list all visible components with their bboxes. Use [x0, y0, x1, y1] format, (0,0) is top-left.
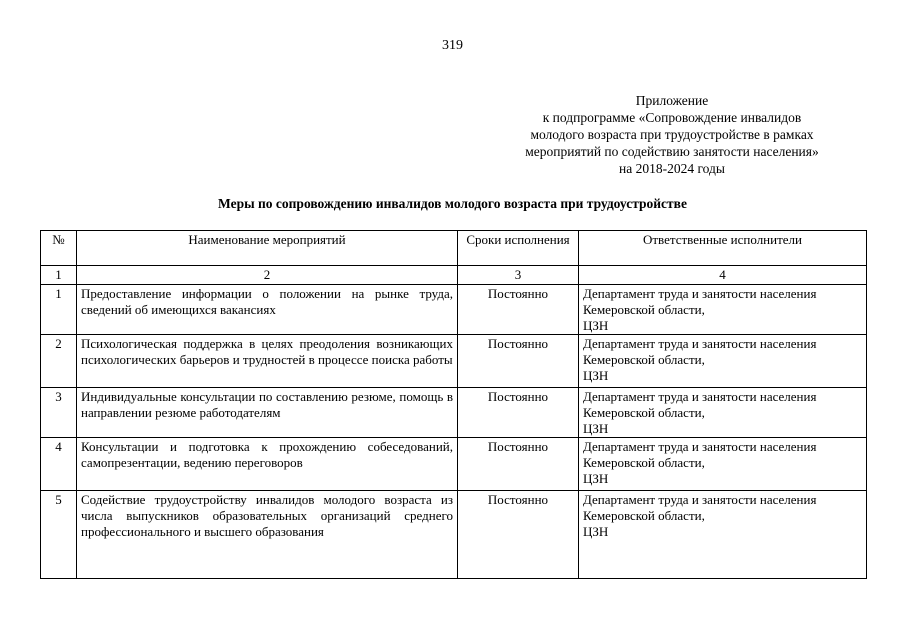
- index-cell: 3: [458, 266, 579, 285]
- measures-table: [40, 230, 867, 579]
- row-num: 3: [41, 388, 77, 438]
- index-cell: 4: [579, 266, 867, 285]
- table-index-row: [41, 266, 867, 285]
- responsible-line: Кемеровской области,: [583, 302, 705, 317]
- table-row: [41, 388, 867, 438]
- responsible-line: Департамент труда и занятости населения: [583, 492, 817, 507]
- responsible-line: Кемеровской области,: [583, 508, 705, 523]
- table-row: [41, 438, 867, 491]
- responsible-line: Департамент труда и занятости населения: [583, 286, 817, 301]
- appendix-line: молодого возраста при трудоустройстве в рамках: [530, 127, 814, 142]
- appendix-line: Приложение: [635, 93, 709, 108]
- appendix-line: к подпрограмме «Сопровождение инвалидов: [542, 110, 802, 125]
- row-responsible: [579, 285, 867, 335]
- table-row: [41, 335, 867, 388]
- responsible-line: ЦЗН: [583, 471, 609, 486]
- responsible-line: ЦЗН: [583, 318, 609, 333]
- index-cell: 2: [77, 266, 458, 285]
- responsible-line: ЦЗН: [583, 524, 609, 539]
- row-measure: Индивидуальные консультации по составлению резюме, помощь в направлении резюме работодателям: [77, 388, 458, 438]
- header-term: Сроки исполнения: [458, 231, 579, 266]
- responsible-line: ЦЗН: [583, 421, 609, 436]
- table-row: [41, 491, 867, 579]
- row-term: Постоянно: [458, 388, 579, 438]
- responsible-line: Департамент труда и занятости населения: [583, 389, 817, 404]
- row-num: 5: [41, 491, 77, 579]
- header-responsible: Ответственные исполнители: [579, 231, 867, 266]
- header-num: №: [41, 231, 77, 266]
- row-measure: Консультации и подготовка к прохождению собеседований, самопрезентации, ведению переговоров: [77, 438, 458, 491]
- responsible-line: Кемеровской области,: [583, 352, 705, 367]
- responsible-line: Департамент труда и занятости населения: [583, 336, 817, 351]
- responsible-line: ЦЗН: [583, 368, 609, 383]
- row-responsible: [579, 491, 867, 579]
- header-name: Наименование мероприятий: [77, 231, 458, 266]
- row-term: Постоянно: [458, 491, 579, 579]
- document-title: Меры по сопровождению инвалидов молодого возраста при трудоустройстве: [218, 196, 687, 211]
- row-num: 4: [41, 438, 77, 491]
- appendix-line: на 2018-2024 годы: [619, 161, 725, 176]
- appendix-note: [500, 92, 844, 177]
- row-measure: Предоставление информации о положении на рынке труда, сведений об имеющихся вакансиях: [77, 285, 458, 335]
- index-cell: 1: [41, 266, 77, 285]
- row-term: Постоянно: [458, 285, 579, 335]
- row-measure: Содействие трудоустройству инвалидов молодого возраста из числа выпускников образовательных организаций среднего профессионального и высшего образования: [77, 491, 458, 579]
- row-term: Постоянно: [458, 335, 579, 388]
- page-number: 319: [442, 38, 463, 53]
- row-measure: Психологическая поддержка в целях преодоления возникающих психологических барьеров и трудностей в процессе поиска работы: [77, 335, 458, 388]
- table-row: [41, 285, 867, 335]
- row-num: 1: [41, 285, 77, 335]
- table-header-row: [41, 231, 867, 266]
- row-num: 2: [41, 335, 77, 388]
- responsible-line: Кемеровской области,: [583, 455, 705, 470]
- responsible-line: Кемеровской области,: [583, 405, 705, 420]
- row-responsible: [579, 335, 867, 388]
- row-responsible: [579, 388, 867, 438]
- row-term: Постоянно: [458, 438, 579, 491]
- responsible-line: Департамент труда и занятости населения: [583, 439, 817, 454]
- appendix-line: мероприятий по содействию занятости населения»: [525, 144, 819, 159]
- row-responsible: [579, 438, 867, 491]
